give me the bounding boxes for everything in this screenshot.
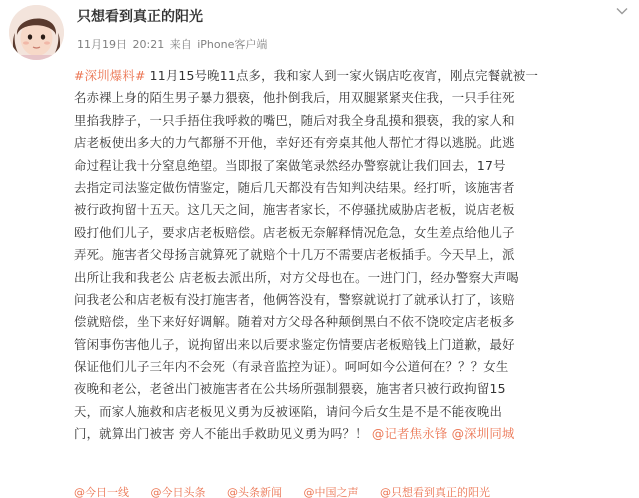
post-line: 殴打他们儿子，要求店老板赔偿。店老板无奈解释情况危急，女生差点给他儿子 <box>74 224 515 240</box>
username[interactable]: 只想看到真正的阳光 <box>77 9 203 25</box>
post-line: 名赤裸上身的陌生男子暴力猥亵，他扑倒我后，用双腿紧紧夹住我，一只手往死 <box>74 90 515 106</box>
post-line-text: 门，就算出门被害 旁人不能出手救助见义勇为吗？！ <box>74 426 372 442</box>
mention-link[interactable]: @头条新闻 <box>227 486 282 498</box>
mention-row-clipped <box>74 484 639 498</box>
post-body <box>74 65 634 446</box>
post-line: 去指定司法鉴定做伤情鉴定，随后几天都没有告知判决结果。经打听，该施害者 <box>74 179 515 195</box>
post-line: 店老板使出多大的力气都掰不开他，幸好还有旁桌其他人帮忙才得以逃脱。此逃 <box>74 135 515 151</box>
mention-link[interactable]: @只想看到真正的阳光 <box>380 486 490 498</box>
post-source[interactable]: iPhone客户端 <box>197 38 268 51</box>
post-line: 弄死。施害者父母扬言就算死了就赔个十几万不需要店老板插手。今天早上，派 <box>74 247 515 263</box>
mention-link[interactable]: @今日头条 <box>150 486 206 498</box>
post-line: 出所让我和我老公 店老板去派出所，对方父母也在。一进门门，经办警察大声喝 <box>74 269 519 285</box>
mention-link[interactable]: @中国之声 <box>303 486 359 498</box>
mention-link[interactable]: @记者焦永锋 <box>371 426 448 442</box>
post-line-text: 11月15号晚11点多，我和家人到一家火锅店吃夜宵，刚点完餐就被一 <box>145 68 539 83</box>
post-line: 问我老公和店老板有没打施害者，他俩答没有，警察就说打了就承认打了，该赔 <box>74 291 515 307</box>
avatar-image <box>9 5 64 60</box>
chevron-down-icon[interactable] <box>615 4 629 18</box>
post-line <box>74 423 634 445</box>
post-line: 里掐我脖子，一只手捂住我呼救的嘴巴，随后对我全身乱摸和猥亵，我的家人和 <box>74 112 515 128</box>
post-line: 保证他们儿子三年内不会死（有录音监控为证）。呵呵如今公道何在？？？女生 <box>74 359 509 375</box>
post-line: 被行政拘留十五天。这几天之间，施害者家长，不停骚扰威胁店老板，说店老板 <box>74 202 515 218</box>
source-prefix: 来自 <box>169 38 192 51</box>
avatar[interactable] <box>9 5 64 60</box>
post-date[interactable]: 11月19日 <box>77 38 127 51</box>
post-line: 天，而家人施救和店老板见义勇为反被诬陷，请问今后女生是不是不能夜晚出 <box>74 403 503 419</box>
post-line: 命过程让我十分窒息绝望。当即报了案做笔录然经办警察就让我们回去，17号 <box>74 157 506 173</box>
mention-link[interactable]: @今日一线 <box>74 486 129 498</box>
post-line <box>74 65 634 87</box>
post-line: 夜晚和老公，老爸出门被施害者在公共场所强制猥亵，施害者只被行政拘留15 <box>74 381 506 397</box>
post-time[interactable]: 20:21 <box>132 38 165 51</box>
topic-link[interactable]: #深圳爆料# <box>74 68 146 83</box>
mention-link[interactable]: @深圳同城 <box>451 426 515 442</box>
post-meta <box>77 38 269 52</box>
post-line: 管闲事伤害他儿子，说拘留出来以后要求鉴定伤情要店老板赔钱上门道歉，最好 <box>74 336 515 352</box>
post-line: 偿就赔偿，坐下来好好调解。随着对方父母各种颠倒黑白不依不饶咬定店老板多 <box>74 314 515 330</box>
post-header <box>0 0 639 64</box>
